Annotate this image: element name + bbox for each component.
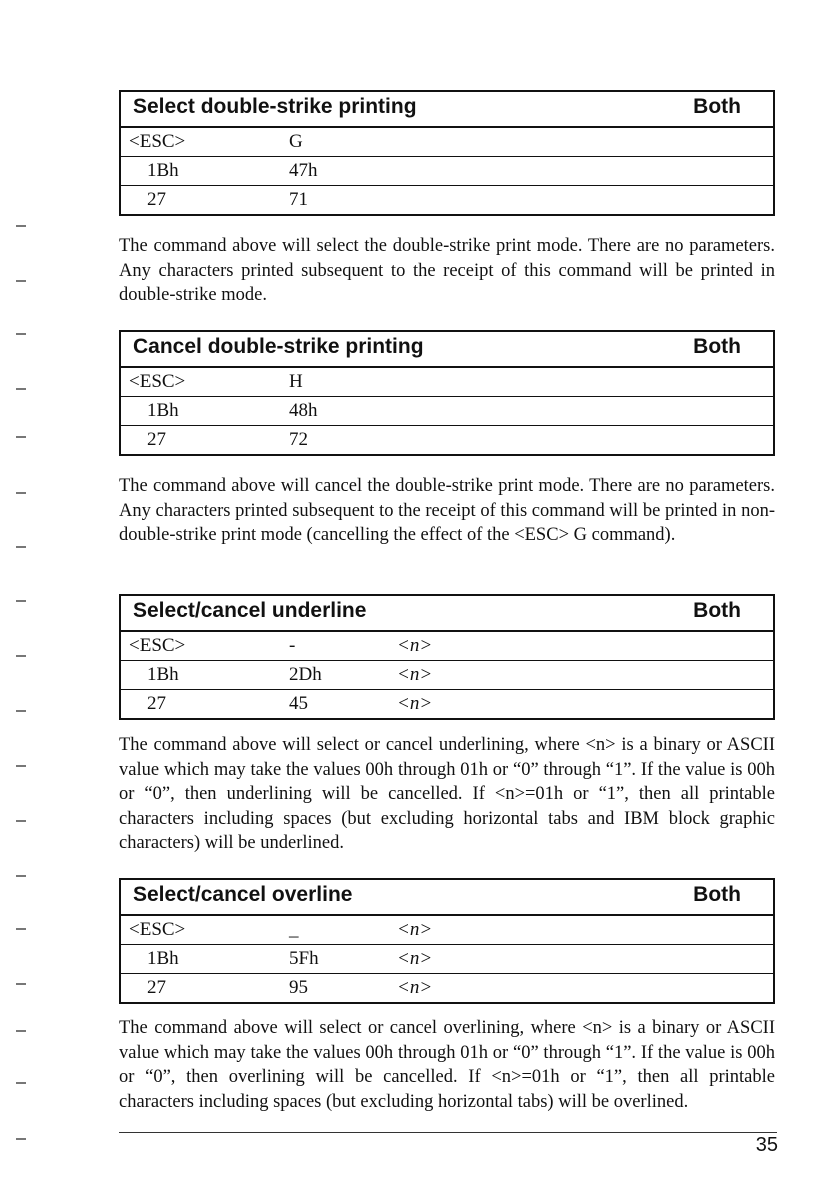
parameter-cell: <n> bbox=[397, 919, 433, 940]
code-cell: 48h bbox=[289, 400, 318, 421]
code-cell: 1Bh bbox=[147, 160, 179, 181]
code-cell: 27 bbox=[147, 189, 166, 210]
command-row-decimal bbox=[121, 426, 773, 454]
command-header bbox=[121, 880, 773, 916]
margin-mark bbox=[16, 1082, 26, 1084]
command-row-decimal bbox=[121, 690, 773, 718]
command-row-decimal bbox=[121, 186, 773, 214]
command-row-hex bbox=[121, 661, 773, 690]
parameter-cell: <n> bbox=[397, 977, 433, 998]
code-cell: <ESC> bbox=[129, 131, 186, 152]
command-header bbox=[121, 92, 773, 128]
code-cell: <ESC> bbox=[129, 371, 186, 392]
margin-mark bbox=[16, 928, 26, 930]
command-description: The command above will select or cancel underlining, where <n> is a binary or ASCII value which may take the values 00h through 01h or “0” through “1”. If the value is 00h or “0”, then underlining will be cancelled. If <n>=01h or “1”, then all printable characters including spaces (but excluding horizontal tabs and IBM block graphic characters) will be underlined. bbox=[119, 735, 775, 853]
code-cell: <ESC> bbox=[129, 635, 186, 656]
command-row-escape bbox=[121, 916, 773, 945]
code-cell: 1Bh bbox=[147, 664, 179, 685]
code-cell: <ESC> bbox=[129, 919, 186, 940]
command-description: The command above will cancel the double-strike print mode. There are no parameters. Any characters printed subsequent to the receipt of this command will be printed in non-double-strike print mode (cancelling the effect of the <ESC> G command). bbox=[119, 476, 775, 545]
command-description: The command above will select or cancel overlining, where <n> is a binary or ASCII value which may take the values 00h through 01h or “0” through “1”. If the value is 00h or “0”, then overlining will be cancelled. If <n>=01h or “1”, then all printable characters including spaces (but excluding horizontal tabs) will be overlined. bbox=[119, 1018, 775, 1112]
margin-mark bbox=[16, 1030, 26, 1032]
parameter-cell: <n> bbox=[397, 693, 433, 714]
code-cell: 95 bbox=[289, 977, 308, 998]
code-cell: 1Bh bbox=[147, 948, 179, 969]
command-title: Select double-strike printing bbox=[133, 95, 417, 118]
command-title: Select/cancel overline bbox=[133, 883, 353, 906]
command-row-escape bbox=[121, 632, 773, 661]
margin-mark bbox=[16, 983, 26, 985]
command-title: Cancel double-strike printing bbox=[133, 335, 424, 358]
command-row-escape bbox=[121, 368, 773, 397]
code-cell: G bbox=[289, 131, 303, 152]
page-number: 35 bbox=[755, 1134, 778, 1156]
margin-mark bbox=[16, 280, 26, 282]
command-header bbox=[121, 596, 773, 632]
binding-margin-marks bbox=[16, 0, 36, 1191]
command-description: The command above will select the double-strike print mode. There are no parameters. Any characters printed subsequent to the receipt of this command will be printed in double-strike mode. bbox=[119, 236, 775, 305]
margin-mark bbox=[16, 655, 26, 657]
command-row-hex bbox=[121, 397, 773, 426]
parameter-cell: <n> bbox=[397, 635, 433, 656]
margin-mark bbox=[16, 492, 26, 494]
footer-rule bbox=[119, 1132, 777, 1133]
code-cell: 27 bbox=[147, 693, 166, 714]
command-row-escape bbox=[121, 128, 773, 157]
command-box-double-strike-select bbox=[119, 90, 775, 216]
code-cell: - bbox=[289, 635, 296, 656]
code-cell: 2Dh bbox=[289, 664, 322, 685]
command-mode: Both bbox=[693, 599, 741, 622]
code-cell: _ bbox=[289, 919, 299, 940]
command-mode: Both bbox=[693, 883, 741, 906]
command-title: Select/cancel underline bbox=[133, 599, 367, 622]
command-box-double-strike-cancel bbox=[119, 330, 775, 456]
code-cell: 1Bh bbox=[147, 400, 179, 421]
code-cell: 72 bbox=[289, 429, 308, 450]
margin-mark bbox=[16, 765, 26, 767]
command-mode: Both bbox=[693, 95, 741, 118]
margin-mark bbox=[16, 436, 26, 438]
command-header bbox=[121, 332, 773, 368]
code-cell: 45 bbox=[289, 693, 308, 714]
margin-mark bbox=[16, 1138, 26, 1140]
margin-mark bbox=[16, 875, 26, 877]
code-cell: 47h bbox=[289, 160, 318, 181]
margin-mark bbox=[16, 710, 26, 712]
parameter-cell: <n> bbox=[397, 664, 433, 685]
command-row-hex bbox=[121, 157, 773, 186]
margin-mark bbox=[16, 820, 26, 822]
command-box-underline bbox=[119, 594, 775, 720]
command-box-overline bbox=[119, 878, 775, 1004]
margin-mark bbox=[16, 546, 26, 548]
command-row-hex bbox=[121, 945, 773, 974]
command-mode: Both bbox=[693, 335, 741, 358]
code-cell: 71 bbox=[289, 189, 308, 210]
code-cell: 27 bbox=[147, 977, 166, 998]
code-cell: H bbox=[289, 371, 303, 392]
margin-mark bbox=[16, 388, 26, 390]
margin-mark bbox=[16, 333, 26, 335]
margin-mark bbox=[16, 225, 26, 227]
parameter-cell: <n> bbox=[397, 948, 433, 969]
command-row-decimal bbox=[121, 974, 773, 1002]
code-cell: 5Fh bbox=[289, 948, 319, 969]
margin-mark bbox=[16, 600, 26, 602]
code-cell: 27 bbox=[147, 429, 166, 450]
